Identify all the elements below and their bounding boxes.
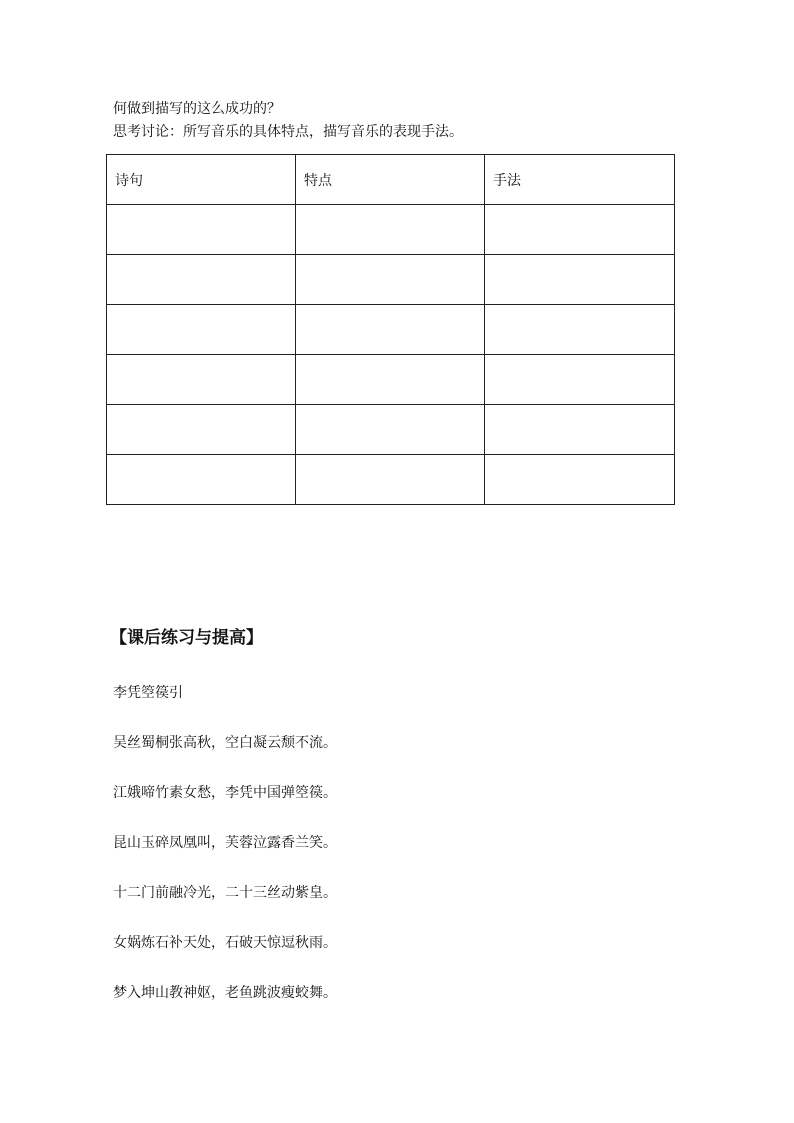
table-cell[interactable] (296, 205, 485, 255)
table-cell[interactable] (296, 355, 485, 405)
table-cell[interactable] (296, 255, 485, 305)
poem-line: 昆山玉碎凤凰叫，芙蓉泣露香兰笑。 (113, 835, 337, 851)
table-cell[interactable] (107, 455, 296, 505)
table-row (107, 205, 675, 255)
table-cell[interactable] (296, 455, 485, 505)
table-row (107, 355, 675, 405)
poem-title: 李凭箜篌引 (113, 685, 183, 701)
table-row (107, 255, 675, 305)
poem-line: 梦入坤山教神妪，老鱼跳波瘦蛟舞。 (113, 985, 337, 1001)
table-cell[interactable] (485, 405, 675, 455)
table-cell[interactable] (485, 455, 675, 505)
analysis-table (106, 154, 675, 505)
table-cell[interactable] (107, 405, 296, 455)
poem-line: 吴丝蜀桐张高秋，空白凝云颓不流。 (113, 735, 337, 751)
poem-line: 女娲炼石补天处，石破天惊逗秋雨。 (113, 935, 337, 951)
table-cell[interactable] (107, 355, 296, 405)
table-row (107, 405, 675, 455)
table-row (107, 305, 675, 355)
table-row (107, 455, 675, 505)
table-cell[interactable] (107, 255, 296, 305)
table-cell[interactable] (485, 305, 675, 355)
header-poem-line: 诗句 (107, 155, 296, 205)
table-cell[interactable] (296, 305, 485, 355)
table-cell[interactable] (485, 355, 675, 405)
table-cell[interactable] (485, 255, 675, 305)
intro-question: 何做到描写的这么成功的？ (113, 101, 281, 117)
section-heading: 【课后练习与提高】 (110, 628, 263, 648)
table-cell[interactable] (296, 405, 485, 455)
discussion-prompt: 思考讨论：所写音乐的具体特点，描写音乐的表现手法。 (113, 124, 463, 140)
header-technique: 手法 (485, 155, 675, 205)
table-cell[interactable] (485, 205, 675, 255)
table-cell[interactable] (107, 305, 296, 355)
table-header-row (107, 155, 675, 205)
header-feature: 特点 (296, 155, 485, 205)
poem-line: 十二门前融冷光，二十三丝动紫皇。 (113, 885, 337, 901)
poem-line: 江娥啼竹素女愁，李凭中国弹箜篌。 (113, 785, 337, 801)
table-cell[interactable] (107, 205, 296, 255)
